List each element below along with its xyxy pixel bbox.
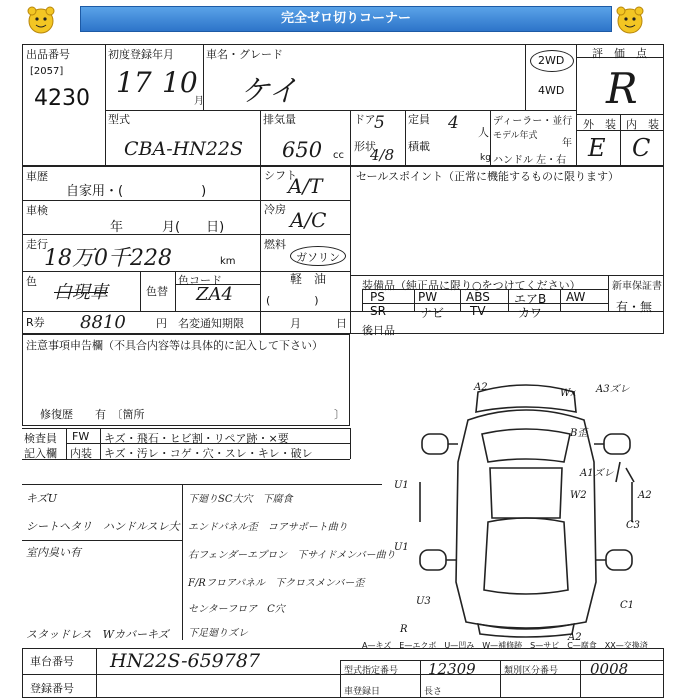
equip-item-6: ナビ — [420, 306, 445, 320]
fuel-gas: ガソリン — [296, 251, 340, 264]
displacement-value: 650 — [282, 138, 323, 162]
doors-value: 5 — [374, 113, 385, 133]
chassis-label: 車台番号 — [30, 655, 74, 668]
reg-date-label: 車登録日 — [344, 687, 381, 697]
mileage-label: 走行 — [26, 238, 48, 251]
diagram-mark-1: Wx — [560, 388, 576, 399]
color-code-value: ZA4 — [196, 284, 233, 305]
equip-item-8: カワ — [518, 306, 543, 320]
rtax-value: 8810 — [80, 312, 126, 333]
note-left-0: キズU — [26, 492, 58, 505]
model-label: 型式 — [108, 113, 130, 126]
color-code-paren: ( ) — [266, 294, 319, 307]
exterior-label: 外 装 — [583, 118, 616, 131]
type-cert-label: 型式指定番号 — [344, 666, 399, 676]
diagram-mark-5: W2 — [570, 490, 587, 501]
score-value: R — [606, 64, 638, 113]
fuel-label: 燃料 — [264, 238, 286, 251]
note-right-0: 下廻りSC大穴 下腐食 — [188, 494, 293, 505]
warranty-value: 有・無 — [616, 300, 653, 314]
history-label: 車歴 — [26, 170, 48, 183]
lot-sub: [2057] — [30, 66, 64, 77]
shape-value: 4/8 — [370, 146, 395, 164]
mascot-icon — [614, 4, 646, 36]
sales-label: セールスポイント（正常に機能するものに限ります） — [356, 170, 620, 183]
shape-label: 形状 — [354, 140, 376, 153]
lot-label: 出品番号 — [26, 48, 70, 61]
repair-label: 修復歴 有 〔箇所 — [40, 408, 145, 421]
first-reg-year: 17 — [116, 66, 152, 99]
shift-value: A/T — [288, 174, 323, 198]
equip-item-0: PS — [370, 290, 385, 304]
rtax-label: R券 — [26, 316, 45, 329]
lot-number: 4230 — [34, 86, 90, 111]
type-cert-value: 12309 — [428, 660, 476, 678]
note-right-1: エンドパネル歪 コアサポート曲り — [188, 522, 348, 533]
note-right-3: F/Rフロアパネル 下クロスメンバー歪 — [188, 578, 365, 589]
diagram-mark-4: A1ズレ — [580, 468, 614, 479]
note-right-2: 右フェンダーエプロン 下サイドメンバー曲り — [188, 550, 396, 561]
load-label: 積載 — [408, 140, 430, 153]
note-right-4: センターフロア C穴 — [188, 604, 285, 615]
diagram-mark-12: R — [400, 624, 408, 635]
displacement-label: 排気量 — [263, 113, 296, 126]
equip-item-4: AW — [566, 290, 586, 304]
repair-close: 〕 — [334, 408, 345, 421]
car-diagram — [390, 372, 662, 640]
mileage-unit: km — [220, 256, 236, 267]
color-code-label: 色コード — [178, 274, 222, 287]
equip-item-5: SR — [370, 304, 386, 318]
color-label: 色 — [26, 275, 37, 288]
equip-item-1: PW — [418, 290, 438, 304]
capacity-label: 定員 — [408, 113, 430, 126]
page-title: 完全ゼロ切りコーナー — [80, 6, 612, 32]
inspector-label: 検査員 — [24, 432, 57, 445]
diagram-mark-2: A3ズレ — [596, 384, 630, 395]
interior-label: 内 装 — [626, 118, 659, 131]
fw-items: キズ・飛石・ヒビ割・リペア跡・×要 — [104, 432, 289, 445]
note-right-5: 下足廻りズレ — [188, 628, 248, 639]
after-label: 後日品 — [362, 324, 395, 337]
model-year-unit: 年 — [562, 138, 572, 149]
capacity-unit: 人 — [478, 126, 489, 139]
warranty-label: 新車保証書 — [612, 281, 662, 292]
color-value: 白現車 — [54, 282, 108, 303]
chassis-value: HN22S-659787 — [110, 650, 261, 672]
diagram-mark-8: C3 — [626, 520, 641, 531]
inspection-value: 年 月( 日) — [110, 220, 225, 235]
diagram-mark-6: A2 — [638, 490, 652, 501]
inspection-label: 車検 — [26, 204, 48, 217]
diagram-mark-7: U1 — [394, 480, 409, 491]
drive-4wd: 4WD — [538, 84, 565, 97]
notes-label: 注意事項申告欄（不具合内容等は具体的に記入して下さい） — [26, 339, 323, 352]
name-label: 車名・グレード — [206, 48, 283, 61]
first-reg-label: 初度登録年月 — [108, 48, 174, 61]
history-value: 自家用・( ) — [66, 184, 207, 199]
diagram-mark-13: A2 — [568, 632, 582, 640]
note-left-1: シートヘタリ ハンドルスレ大 — [26, 520, 180, 533]
entry-label: 記入欄 — [24, 447, 57, 460]
deadline-label: 名変通知期限 — [178, 317, 244, 330]
shift-label: シフト — [264, 169, 297, 182]
capacity-value: 4 — [448, 113, 459, 133]
diagram-mark-11: C1 — [620, 600, 635, 611]
first-reg-month: 10 — [162, 66, 198, 99]
diagram-mark-0: A2 — [474, 382, 488, 393]
interior-value: C — [632, 134, 651, 162]
diagram-mark-9: U1 — [394, 542, 409, 553]
displacement-unit: cc — [333, 150, 344, 161]
exterior-value: E — [588, 134, 606, 162]
load-unit: kg — [480, 153, 491, 163]
interior-row-label: 内装 — [70, 447, 92, 460]
fw-label: FW — [72, 430, 90, 443]
model-value: CBA-HN22S — [124, 138, 244, 160]
name-value: ケイ — [240, 74, 298, 109]
model-year-label: モデル年式 — [493, 131, 538, 141]
deadline-day: 日 — [336, 317, 347, 330]
handle-label: ハンドル 左・右 — [493, 155, 567, 166]
category-label: 類別区分番号 — [504, 666, 559, 676]
dealer-label: ディーラー・並行 — [493, 116, 573, 127]
note-left-2: 室内臭い有 — [26, 546, 81, 559]
reg-label: 登録番号 — [30, 682, 74, 695]
ac-value: A/C — [290, 208, 327, 232]
rtax-unit: 円 — [156, 317, 167, 330]
diagram-mark-10: U3 — [416, 596, 431, 607]
mileage-value: 18万0千228 — [44, 246, 172, 271]
score-label: 評 価 点 — [592, 47, 647, 60]
length-label: 長さ — [424, 687, 443, 697]
note-left-3: スタッドレス Wカバーキズ — [26, 628, 169, 641]
equip-item-2: ABS — [466, 290, 490, 304]
first-reg-month-unit: 月 — [194, 96, 204, 107]
equip-item-3: エアB — [514, 292, 547, 306]
drive-2wd: 2WD — [538, 54, 565, 67]
paint-label: 色替 — [146, 285, 168, 298]
category-value: 0008 — [590, 660, 629, 678]
ac-label: 冷房 — [264, 203, 286, 216]
diagram-mark-3: B歪 — [570, 428, 588, 439]
deadline-month: 月 — [290, 317, 301, 330]
equip-item-7: TV — [470, 304, 486, 318]
equip-label: 装備品（純正品に限り○をつけてください） — [362, 279, 581, 292]
legend: A—キズ E—エクボ U—凹み W—補修跡 S—サビ C—腐食 XX—交換済 — [362, 641, 648, 650]
doors-label: ドア — [354, 113, 376, 126]
fuel-diesel: 軽 油 — [290, 272, 327, 286]
interior-items: キズ・汚レ・コゲ・穴・スレ・キレ・破レ — [104, 447, 313, 460]
mascot-icon — [25, 4, 57, 36]
